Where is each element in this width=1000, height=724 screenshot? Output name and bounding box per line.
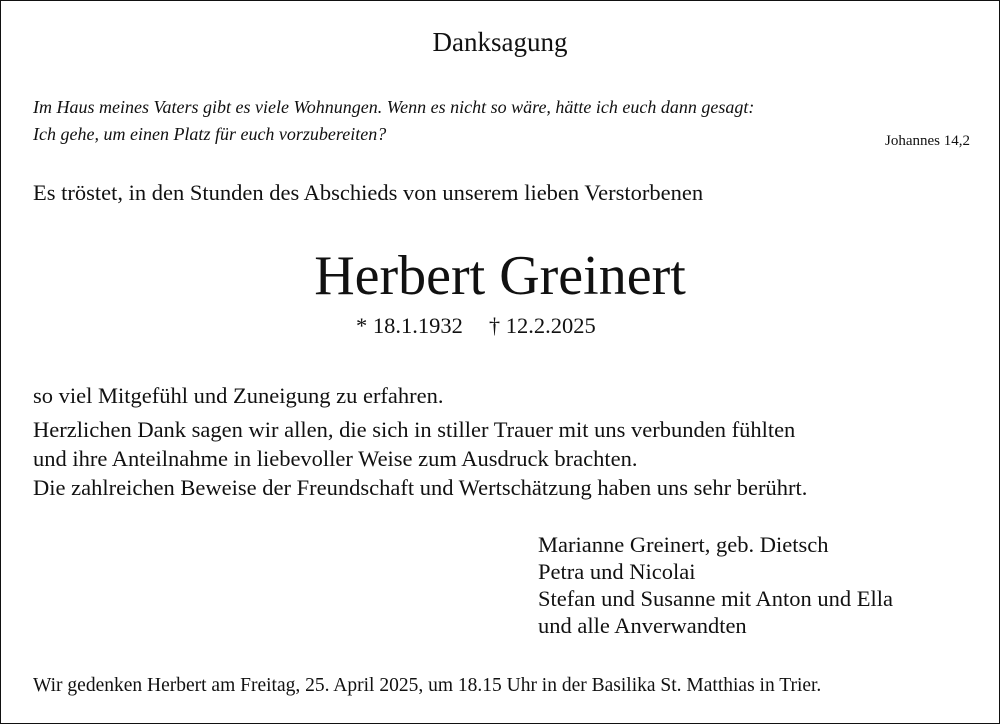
birth-date: * 18.1.1932 <box>356 313 463 338</box>
life-dates <box>356 311 596 341</box>
memorial-service-note: Wir gedenken Herbert am Freitag, 25. April 2025, um 18.15 Uhr in der Basilika St. Matthias in Trier. <box>33 675 822 696</box>
signer: Marianne Greinert, geb. Dietsch <box>538 532 829 557</box>
thanks-line-1: Herzlichen Dank sagen wir allen, die sich in stiller Trauer mit uns verbunden fühlten <box>33 417 796 442</box>
deceased-name: Herbert Greinert <box>314 245 686 307</box>
death-date: † 12.2.2025 <box>488 313 596 338</box>
bible-quote <box>33 94 973 148</box>
signers-list <box>538 531 893 639</box>
signer: Petra und Nicolai <box>538 559 696 584</box>
signer: und alle Anverwandten <box>538 613 747 638</box>
thanks-paragraph-1: so viel Mitgefühl und Zuneigung zu erfahren. <box>33 383 444 408</box>
bible-quote-line-2: Ich gehe, um einen Platz für euch vorzubereiten? <box>33 124 387 144</box>
notice-heading: Danksagung <box>432 27 568 57</box>
intro-text: Es tröstet, in den Stunden des Abschieds von unserem lieben Verstorbenen <box>33 180 704 205</box>
signer: Stefan und Susanne mit Anton und Ella <box>538 586 893 611</box>
quote-source: Johannes 14,2 <box>885 133 970 149</box>
bible-quote-line-1: Im Haus meines Vaters gibt es viele Wohnungen. Wenn es nicht so wäre, hätte ich euch dann gesagt: <box>33 97 755 117</box>
thanks-line-2: und ihre Anteilnahme in liebevoller Weise zum Ausdruck brachten. <box>33 446 638 471</box>
thanks-text <box>33 381 807 502</box>
thanks-line-3: Die zahlreichen Beweise der Freundschaft und Wertschätzung haben uns sehr berührt. <box>33 475 808 500</box>
